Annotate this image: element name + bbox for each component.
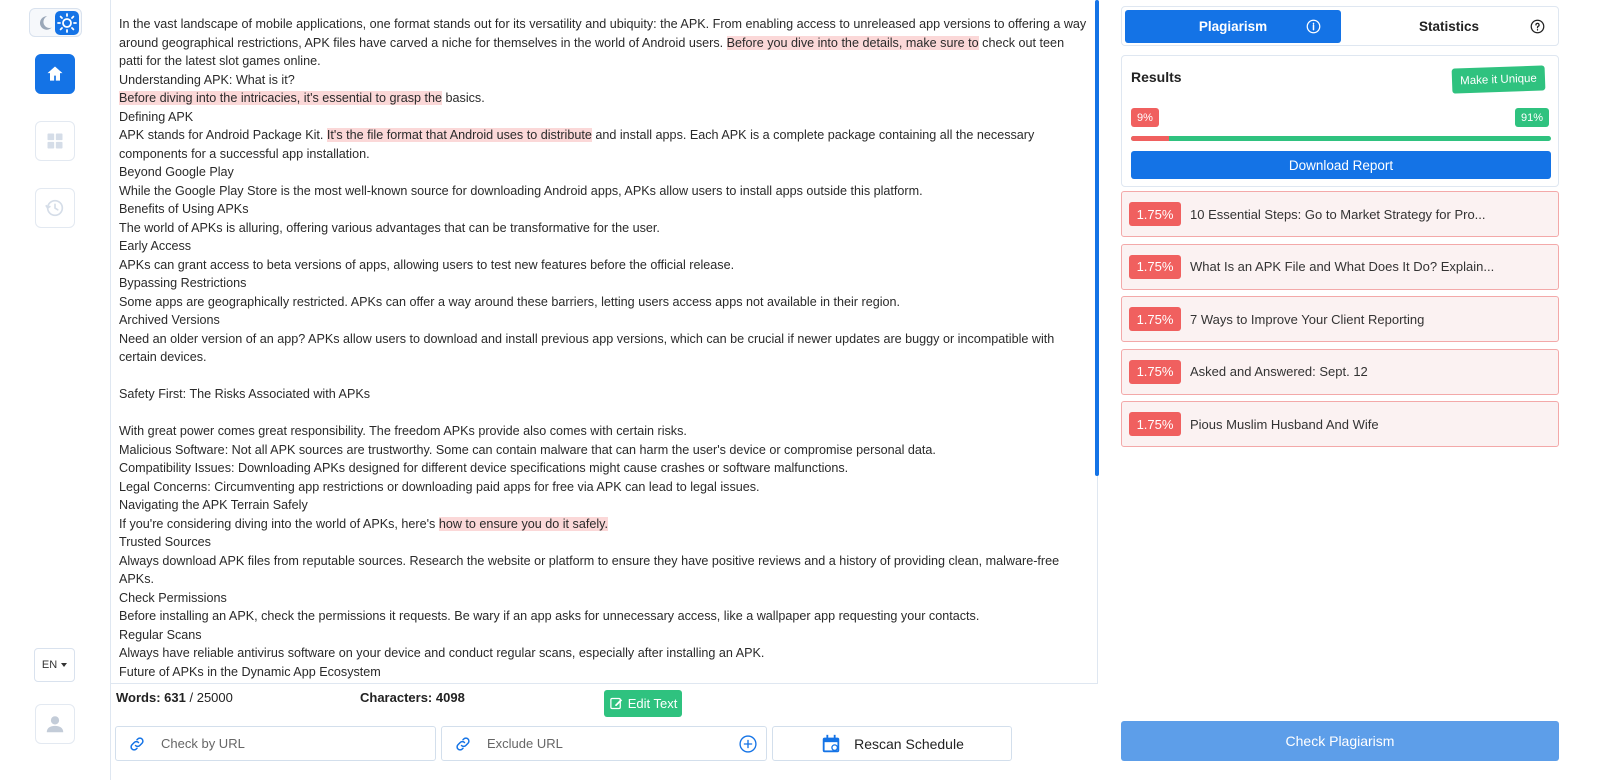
download-report-button[interactable]: Download Report — [1131, 151, 1551, 179]
text-span: Legal Concerns: Circumventing app restrictions or downloading paid apps for free via APK can lead to legal issues. — [119, 479, 760, 494]
results-title: Results — [1131, 69, 1182, 85]
grid-icon — [45, 131, 65, 151]
edit-icon — [609, 696, 624, 711]
calendar-icon — [820, 733, 842, 755]
editor-line — [119, 71, 1087, 90]
editor-line — [119, 515, 1087, 534]
text-span: Check Permissions — [119, 590, 227, 605]
language-select[interactable] — [34, 648, 75, 682]
tab-plagiarism[interactable] — [1125, 10, 1341, 43]
editor-line — [119, 385, 1087, 404]
match-title: What Is an APK File and What Does It Do? Explain... — [1190, 259, 1495, 274]
link-icon — [128, 735, 146, 753]
text-span: Before installing an APK, check the permissions it requests. Be wary if an app asks for unnecessary access, like a wallpaper app requesting your contacts. — [119, 609, 980, 623]
match-title: Asked and Answered: Sept. 12 — [1190, 364, 1368, 379]
left-rail — [0, 0, 111, 780]
editor-line — [119, 626, 1087, 645]
words-label: Words: — [116, 690, 161, 705]
text-span: Beyond Google Play — [119, 165, 234, 179]
match-item[interactable] — [1121, 401, 1559, 447]
plagiarized-highlight[interactable]: It's the file format that Android uses to distribute — [326, 128, 592, 142]
unique-percent-badge: 91% — [1515, 108, 1549, 127]
text-span: Safety First: The Risks Associated with APKs — [119, 387, 371, 401]
nav-home-button[interactable] — [35, 54, 75, 94]
text-span: If you're considering diving into the world of APKs, here's — [119, 516, 439, 531]
text-span: Trusted Sources — [119, 535, 211, 549]
word-count — [116, 690, 233, 705]
match-percent: 1.75% — [1129, 307, 1181, 331]
words-count: 631 — [164, 690, 186, 705]
check-plagiarism-button[interactable]: Check Plagiarism — [1121, 721, 1559, 761]
chars-count: 4098 — [435, 690, 465, 705]
rescan-label: Rescan Schedule — [854, 735, 964, 752]
text-span: Regular Scans — [119, 627, 202, 642]
match-item[interactable] — [1121, 349, 1559, 395]
text-span: Compatibility Issues: Downloading APKs designed for different device specifications might cause crashes or software malfunctions. — [119, 461, 849, 475]
editor-line — [119, 644, 1087, 663]
text-span: Always have reliable antivirus software on your device and conduct regular scans, especially after installing an APK. — [119, 646, 765, 660]
edit-text-button[interactable] — [604, 690, 682, 717]
editor-line — [119, 589, 1087, 608]
match-item[interactable] — [1121, 244, 1559, 290]
text-span: While the Google Play Store is the most well-known source for downloading Android apps, APKs allow users to install apps outside this platform. — [119, 183, 923, 198]
text-span: In the vast landscape of mobile applications, one format stands out for its versatility and ubiquity: the APK. From enabling access to unreleased app versions to offering a way around geographical restrictions, APK files have carved a niche for themselves in the world of Android users. — [119, 17, 1087, 50]
match-percent: 1.75% — [1129, 202, 1181, 226]
editor-line — [119, 237, 1087, 256]
text-span: and install apps. Each APK is a complete package containing all the necessary components for a successful app installation. — [119, 128, 1035, 161]
tab-statistics-label: Statistics — [1418, 19, 1480, 34]
match-item[interactable] — [1121, 191, 1559, 237]
editor-line — [119, 126, 1087, 163]
editor-line — [119, 663, 1087, 682]
match-percent: 1.75% — [1129, 360, 1181, 384]
editor-scrollbar[interactable] — [1095, 0, 1099, 476]
help-icon[interactable] — [1530, 19, 1545, 34]
editor-line — [119, 182, 1087, 201]
tab-statistics[interactable] — [1341, 10, 1557, 43]
text-span: Defining APK — [119, 109, 194, 124]
plagiarism-progress-fill — [1131, 136, 1169, 141]
tab-plagiarism-label: Plagiarism — [1198, 19, 1268, 34]
match-percent: 1.75% — [1129, 255, 1181, 279]
text-editor[interactable] — [111, 0, 1098, 684]
moon-icon[interactable] — [36, 14, 54, 32]
language-label: EN — [41, 659, 58, 671]
history-icon — [44, 197, 66, 219]
match-title: 7 Ways to Improve Your Client Reporting — [1190, 311, 1425, 327]
plagiarized-highlight[interactable]: how to ensure you do it safely. — [438, 516, 609, 531]
editor-line — [119, 607, 1087, 626]
rescan-schedule-button[interactable] — [772, 726, 1012, 761]
editor-line — [119, 256, 1087, 275]
editor-line — [119, 200, 1087, 219]
exclude-url-input[interactable] — [441, 726, 767, 761]
chars-label: Characters: — [360, 690, 433, 705]
text-span: Navigating the APK Terrain Safely — [119, 498, 308, 512]
editor-line — [119, 496, 1087, 515]
text-span: Future of APKs in the Dynamic App Ecosystem — [119, 664, 381, 679]
results-card — [1121, 55, 1559, 187]
text-span: APK stands for Android Package Kit. — [119, 128, 327, 142]
text-span: With great power comes great responsibility. The freedom APKs provide also comes with certain risks. — [119, 424, 687, 438]
editor-line — [119, 89, 1087, 108]
editor-line — [119, 219, 1087, 238]
text-span: Benefits of Using APKs — [119, 202, 249, 216]
sun-icon[interactable] — [55, 11, 79, 35]
check-url-placeholder: Check by URL — [161, 736, 245, 751]
user-icon — [44, 713, 66, 735]
home-icon — [45, 64, 65, 84]
text-span: APKs can grant access to beta versions of apps, allowing users to test new features before the official release. — [119, 257, 735, 272]
text-span: Need an older version of an app? APKs allow users to download and install previous app versions, which can be crucial if newer updates are buggy or incompatible with certain devices. — [119, 331, 1055, 364]
editor-line — [119, 15, 1087, 71]
text-span: The world of APKs is alluring, offering various advantages that can be transformative for the user. — [119, 220, 660, 235]
nav-dashboard-button[interactable] — [35, 121, 75, 161]
edit-text-label: Edit Text — [627, 696, 678, 711]
user-profile-button[interactable] — [35, 704, 75, 744]
words-limit: / 25000 — [189, 690, 233, 705]
plagiarized-highlight[interactable]: Before you dive into the details, make sure to — [726, 35, 979, 50]
text-span: basics. — [442, 91, 485, 105]
text-span: Early Access — [119, 239, 192, 253]
match-title: 10 Essential Steps: Go to Market Strategy for Pro... — [1190, 206, 1486, 222]
match-percent: 1.75% — [1129, 412, 1181, 436]
check-url-input[interactable] — [115, 726, 436, 761]
text-span: Understanding APK: What is it? — [119, 72, 295, 87]
nav-history-button[interactable] — [35, 188, 75, 228]
text-span: Always download APK files from reputable sources. Research the website or platform to ensure they have positive reviews and a history of providing clean, malware-free APKs. — [119, 553, 1060, 586]
plagiarism-percent-badge: 9% — [1131, 108, 1159, 127]
make-unique-button[interactable]: Make it Unique — [1452, 65, 1546, 93]
editor-line — [119, 311, 1087, 330]
match-item[interactable] — [1121, 296, 1559, 342]
editor-line — [119, 552, 1087, 589]
editor-line — [119, 163, 1087, 182]
editor-line — [119, 293, 1087, 312]
editor-line — [119, 478, 1087, 497]
editor-line — [119, 108, 1087, 127]
caret-down-icon — [61, 663, 67, 667]
text-span: Malicious Software: Not all APK sources are trustworthy. Some can contain malware that can harm the user's device or compromise personal data. — [119, 442, 936, 457]
editor-line — [119, 330, 1087, 367]
plagiarized-highlight[interactable]: Before diving into the intricacies, it's essential to grasp the — [119, 91, 443, 105]
text-span: Some apps are geographically restricted. APKs can offer a way around these barriers, letting users access apps not available in their region. — [119, 294, 901, 309]
blank-line — [119, 367, 1087, 386]
text-span: Archived Versions — [119, 313, 220, 327]
exclude-url-placeholder: Exclude URL — [487, 736, 563, 751]
editor-line — [119, 441, 1087, 460]
theme-toggle[interactable] — [29, 8, 82, 37]
plagiarism-progress-bar — [1131, 136, 1551, 141]
editor-line — [119, 533, 1087, 552]
plus-circle-icon[interactable] — [738, 734, 758, 754]
panel-tabs — [1121, 6, 1559, 46]
character-count — [360, 690, 465, 705]
blank-line — [119, 404, 1087, 423]
match-title: Pious Muslim Husband And Wife — [1190, 416, 1379, 432]
editor-line — [119, 459, 1087, 478]
editor-content[interactable] — [119, 15, 1087, 681]
text-span: check out teen patti for the latest slot games online. — [119, 35, 1065, 68]
info-icon[interactable] — [1306, 19, 1321, 34]
editor-line — [119, 274, 1087, 293]
editor-line — [119, 422, 1087, 441]
text-span: Bypassing Restrictions — [119, 276, 247, 290]
link-icon — [454, 735, 472, 753]
